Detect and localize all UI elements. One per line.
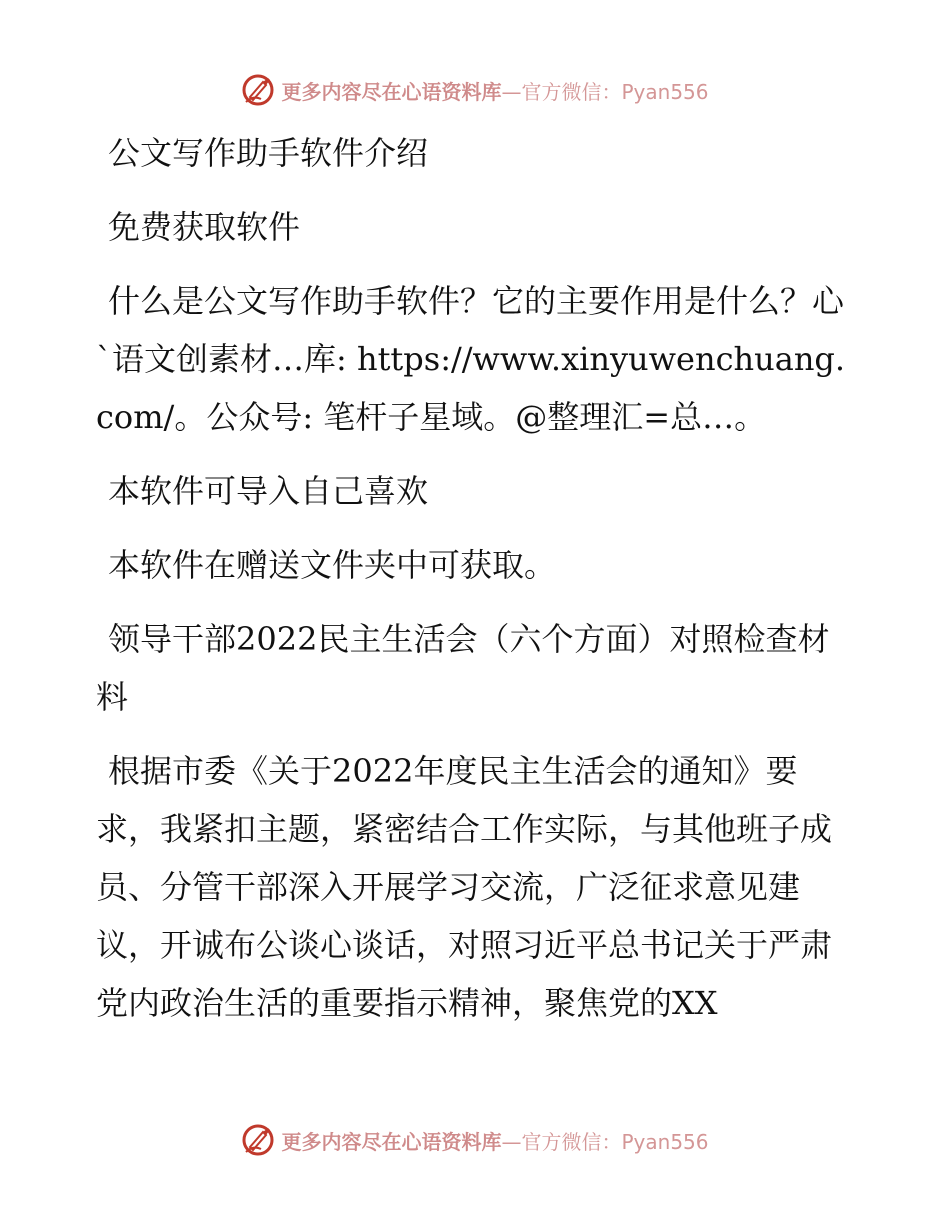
free-software-heading: 免费获取软件 xyxy=(108,208,301,246)
watermark-site-text: 更多内容尽在心语资料库 xyxy=(281,79,502,104)
watermark-wechat-id: Pyan556 xyxy=(621,79,709,104)
gift-folder-note: 本软件在赠送文件夹中可获取。 xyxy=(108,546,557,584)
footer-watermark xyxy=(0,1120,950,1160)
header-watermark xyxy=(0,70,950,110)
intro-paragraph: 什么是公文写作助手软件？它的主要作用是什么？心`语文创素材…库: https://www.xinyuwenchuang.com/。公众号: 笔杆子星域。@整理汇=总…。 xyxy=(96,282,846,436)
watermark-wechat-label: —官方微信： xyxy=(501,1129,622,1154)
quill-pen-logo-icon xyxy=(241,73,275,107)
watermark-site-text: 更多内容尽在心语资料库 xyxy=(281,1129,502,1154)
watermark-wechat-label: —官方微信： xyxy=(501,79,622,104)
import-note: 本软件可导入自己喜欢 xyxy=(108,472,429,510)
body-paragraph: 根据市委《关于2022年度民主生活会的通知》要求，我紧扣主题，紧密结合工作实际，与其他班子成员、分管干部深入开展学习交流，广泛征求意见建议，开诚布公谈心谈话，对照习近平总书记关于严肃党内政治生活的重要指示精神，聚焦党的XX xyxy=(96,752,833,1022)
watermark-text xyxy=(281,76,708,105)
quill-pen-logo-icon xyxy=(241,1123,275,1157)
watermark-text xyxy=(281,1126,708,1155)
document-body xyxy=(96,124,856,1048)
section-title: 领导干部2022民主生活会（六个方面）对照检查材料 xyxy=(96,620,830,716)
doc-title: 公文写作助手软件介绍 xyxy=(108,134,429,172)
watermark-wechat-id: Pyan556 xyxy=(621,1129,709,1154)
